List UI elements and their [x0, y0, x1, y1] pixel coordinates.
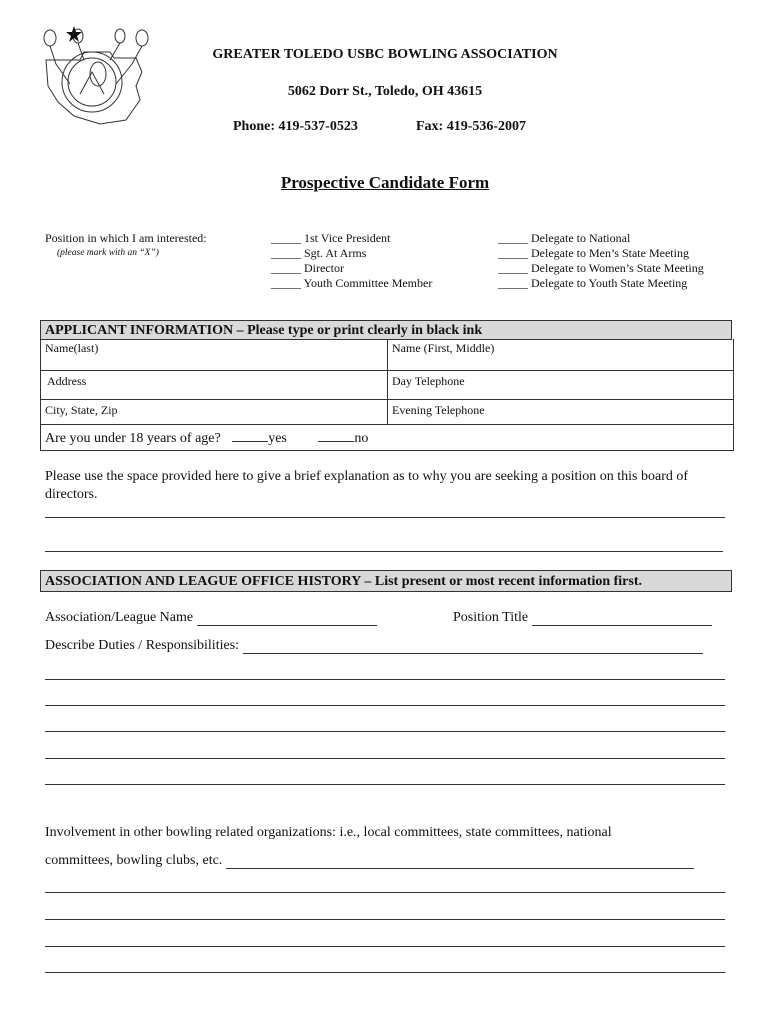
history-heading: ASSOCIATION AND LEAGUE OFFICE HISTORY – List present or most recent information first. — [40, 570, 732, 592]
position-title-row: Position Title — [453, 610, 712, 626]
position-option[interactable]: _____ Director — [271, 261, 344, 275]
association-logo — [40, 24, 152, 128]
position-option[interactable]: _____ Delegate to Men’s State Meeting — [498, 246, 689, 260]
involvement-line[interactable] — [45, 892, 725, 893]
position-option[interactable]: _____ Delegate to Youth State Meeting — [498, 276, 688, 290]
position-label: Position in which I am interested: — [45, 231, 207, 245]
explanation-line[interactable] — [45, 517, 725, 518]
duties-line[interactable] — [45, 731, 725, 732]
age-question: Are you under 18 years of age? yes no — [45, 431, 369, 446]
position-title-line[interactable] — [532, 611, 712, 626]
name-first-field[interactable]: Name (First, Middle) — [392, 341, 495, 355]
assoc-name-line[interactable] — [197, 611, 377, 626]
age-yes-blank[interactable] — [232, 441, 268, 442]
position-option[interactable]: _____ Youth Committee Member — [271, 276, 433, 290]
involvement-line[interactable] — [226, 854, 694, 869]
duties-line[interactable] — [243, 639, 703, 654]
org-fax: Fax: 419-536-2007 — [416, 119, 527, 134]
applicant-heading: APPLICANT INFORMATION – Please type or print clearly in black ink — [40, 320, 732, 340]
position-option[interactable]: _____ Delegate to Women’s State Meeting — [498, 261, 704, 275]
evening-phone-field[interactable]: Evening Telephone — [392, 403, 485, 417]
duties-line[interactable] — [45, 758, 725, 759]
position-option[interactable]: _____ Delegate to National — [498, 231, 631, 245]
position-options-right — [498, 231, 704, 291]
assoc-row: Association/League Name — [45, 610, 377, 626]
org-address: 5062 Dorr St., Toledo, OH 43615 — [287, 84, 483, 99]
involvement-line[interactable] — [45, 919, 725, 920]
org-phone: Phone: 419-537-0523 — [233, 119, 358, 134]
duties-line[interactable] — [45, 784, 725, 785]
applicant-table — [40, 339, 734, 451]
involvement-line[interactable] — [45, 972, 725, 973]
position-option[interactable]: _____ Sgt. At Arms — [271, 246, 367, 260]
position-options-left — [271, 231, 432, 291]
day-phone-field[interactable]: Day Telephone — [392, 374, 465, 388]
org-name: GREATER TOLEDO USBC BOWLING ASSOCIATION — [212, 47, 558, 62]
name-last-field[interactable]: Name(last) — [45, 341, 99, 355]
explanation-text: Please use the space provided here to give a brief explanation as to why you are seeking a position on this board of directors. — [45, 469, 689, 502]
position-option[interactable]: _____ 1st Vice President — [271, 231, 391, 245]
duties-line[interactable] — [45, 679, 725, 680]
involvement-row: committees, bowling clubs, etc. — [45, 853, 694, 869]
age-no-blank[interactable] — [318, 441, 354, 442]
involvement-line[interactable] — [45, 946, 725, 947]
duties-row: Describe Duties / Responsibilities: — [45, 638, 703, 654]
duties-line[interactable] — [45, 705, 725, 706]
involvement-text-1: Involvement in other bowling related organizations: i.e., local committees, state committees, national — [45, 825, 612, 840]
city-field[interactable]: City, State, Zip — [45, 403, 118, 417]
position-hint: (please mark with an “X”) — [57, 248, 159, 258]
explanation-line[interactable] — [45, 551, 723, 552]
address-field[interactable]: Address — [47, 374, 87, 388]
form-title: Prospective Candidate Form — [280, 173, 490, 192]
